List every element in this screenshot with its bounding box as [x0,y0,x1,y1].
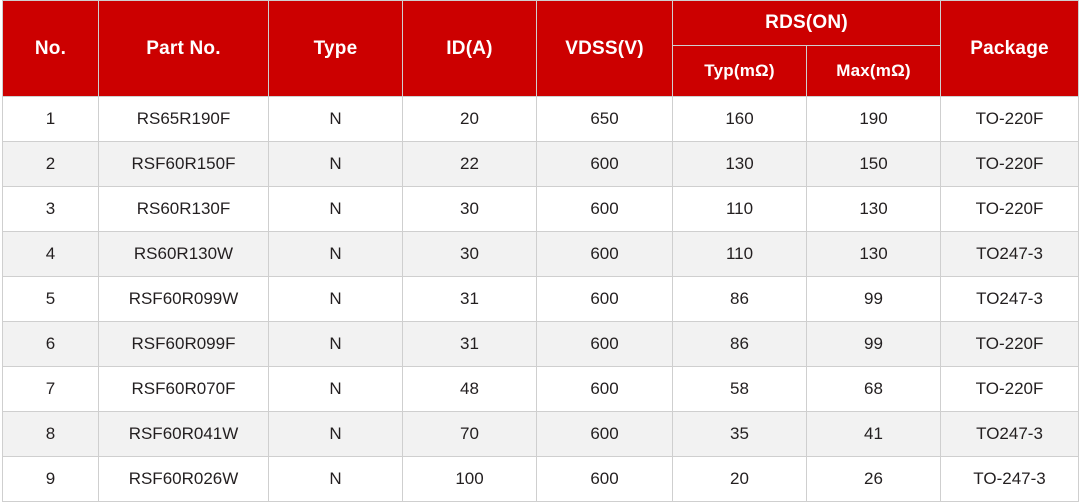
cell-no: 2 [3,142,99,187]
cell-rds-max: 130 [807,187,941,232]
cell-vdss: 600 [537,277,673,322]
cell-type: N [269,322,403,367]
table-row [3,457,1079,502]
cell-rds-typ: 20 [673,457,807,502]
table-header [3,1,1079,97]
cell-id: 30 [403,187,537,232]
cell-type: N [269,457,403,502]
cell-rds-typ: 35 [673,412,807,457]
cell-package: TO-220F [941,367,1079,412]
cell-vdss: 600 [537,142,673,187]
cell-part-no: RS60R130W [99,232,269,277]
cell-rds-max: 68 [807,367,941,412]
cell-rds-typ: 86 [673,322,807,367]
table-row [3,322,1079,367]
column-header-part-no: Part No. [99,1,269,97]
cell-vdss: 650 [537,97,673,142]
cell-id: 20 [403,97,537,142]
cell-no: 3 [3,187,99,232]
cell-package: TO247-3 [941,232,1079,277]
header-row-primary [3,1,1079,46]
cell-id: 48 [403,367,537,412]
cell-no: 5 [3,277,99,322]
cell-package: TO-220F [941,322,1079,367]
cell-type: N [269,232,403,277]
column-header-group-rds-on: RDS(ON) [673,1,941,46]
table-row [3,277,1079,322]
cell-vdss: 600 [537,457,673,502]
table-row [3,232,1079,277]
cell-no: 8 [3,412,99,457]
cell-type: N [269,187,403,232]
cell-rds-typ: 110 [673,187,807,232]
cell-vdss: 600 [537,322,673,367]
column-header-no: No. [3,1,99,97]
cell-vdss: 600 [537,232,673,277]
cell-rds-max: 150 [807,142,941,187]
cell-type: N [269,142,403,187]
cell-type: N [269,97,403,142]
cell-package: TO-247-3 [941,457,1079,502]
column-header-rds-typ: Typ(mΩ) [673,46,807,97]
cell-id: 31 [403,322,537,367]
column-header-type: Type [269,1,403,97]
cell-part-no: RSF60R070F [99,367,269,412]
cell-id: 30 [403,232,537,277]
cell-rds-typ: 130 [673,142,807,187]
cell-rds-typ: 86 [673,277,807,322]
cell-package: TO-220F [941,97,1079,142]
cell-id: 70 [403,412,537,457]
cell-rds-max: 130 [807,232,941,277]
cell-package: TO247-3 [941,277,1079,322]
table-row [3,412,1079,457]
cell-vdss: 600 [537,367,673,412]
cell-part-no: RSF60R041W [99,412,269,457]
cell-rds-typ: 58 [673,367,807,412]
cell-rds-max: 99 [807,322,941,367]
column-header-id: ID(A) [403,1,537,97]
cell-part-no: RSF60R099W [99,277,269,322]
cell-vdss: 600 [537,412,673,457]
cell-rds-typ: 110 [673,232,807,277]
cell-id: 31 [403,277,537,322]
column-header-vdss: VDSS(V) [537,1,673,97]
cell-id: 100 [403,457,537,502]
cell-rds-typ: 160 [673,97,807,142]
cell-rds-max: 41 [807,412,941,457]
cell-id: 22 [403,142,537,187]
cell-package: TO-220F [941,142,1079,187]
cell-no: 7 [3,367,99,412]
table-row [3,187,1079,232]
cell-part-no: RS60R130F [99,187,269,232]
cell-part-no: RSF60R150F [99,142,269,187]
cell-part-no: RSF60R026W [99,457,269,502]
table-row [3,142,1079,187]
cell-type: N [269,277,403,322]
cell-type: N [269,367,403,412]
table-row [3,97,1079,142]
cell-part-no: RSF60R099F [99,322,269,367]
cell-package: TO247-3 [941,412,1079,457]
mosfet-spec-table [2,0,1079,502]
table-row [3,367,1079,412]
cell-no: 1 [3,97,99,142]
cell-no: 9 [3,457,99,502]
cell-package: TO-220F [941,187,1079,232]
cell-vdss: 600 [537,187,673,232]
cell-rds-max: 99 [807,277,941,322]
column-header-rds-max: Max(mΩ) [807,46,941,97]
cell-type: N [269,412,403,457]
column-header-package: Package [941,1,1079,97]
cell-rds-max: 190 [807,97,941,142]
table-body [3,97,1079,502]
cell-no: 6 [3,322,99,367]
cell-part-no: RS65R190F [99,97,269,142]
cell-rds-max: 26 [807,457,941,502]
cell-no: 4 [3,232,99,277]
